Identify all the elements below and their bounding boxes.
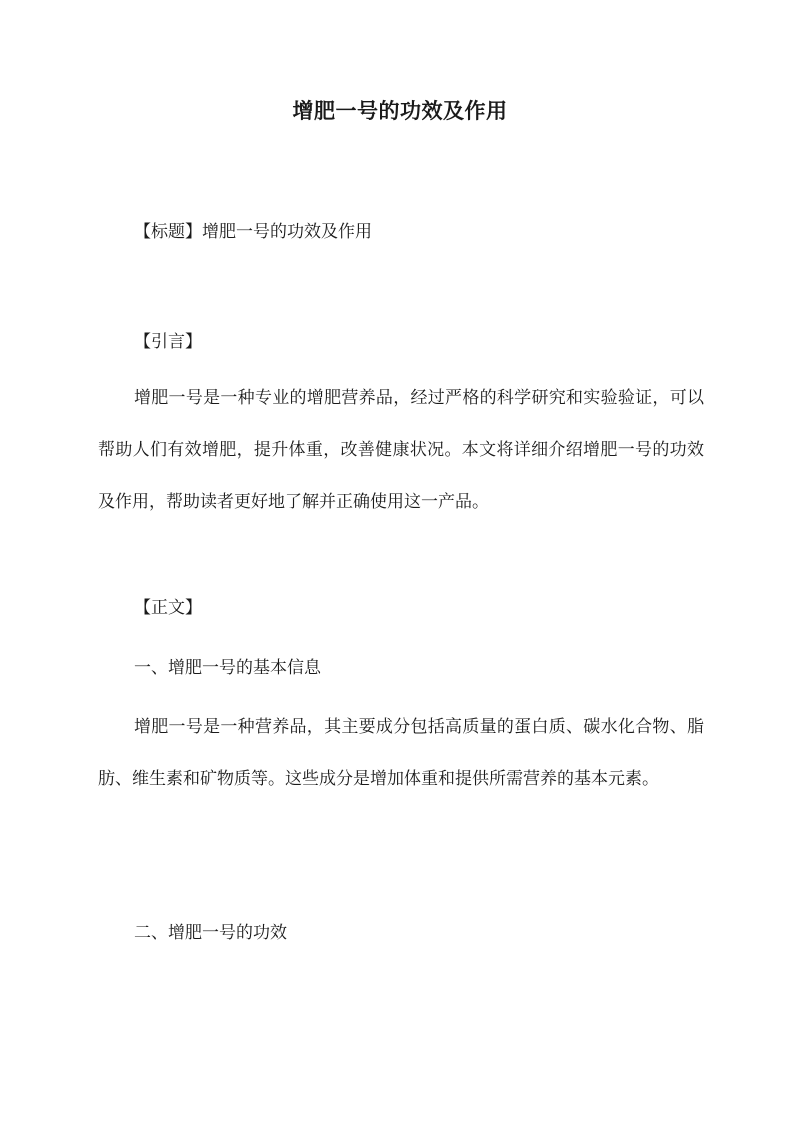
section-1-paragraph: 增肥一号是一种营养品，其主要成分包括高质量的蛋白质、碳水化合物、脂肪、维生素和矿物质等。这些成分是增加体重和提供所需营养的基本元素。 xyxy=(98,717,704,789)
intro-heading: 【引言】 xyxy=(134,332,202,352)
document-title: 增肥一号的功效及作用 xyxy=(292,98,508,123)
body-heading: 【正文】 xyxy=(134,598,202,618)
intro-paragraph: 增肥一号是一种专业的增肥营养品，经过严格的科学研究和实验验证，可以帮助人们有效增肥，提升体重，改善健康状况。本文将详细介绍增肥一号的功效及作用，帮助读者更好地了解并正确使用这一产品。 xyxy=(98,388,704,512)
title-label-line: 【标题】增肥一号的功效及作用 xyxy=(134,222,372,242)
section-2-heading: 二、增肥一号的功效 xyxy=(134,923,287,943)
section-1-heading: 一、增肥一号的基本信息 xyxy=(134,658,321,678)
